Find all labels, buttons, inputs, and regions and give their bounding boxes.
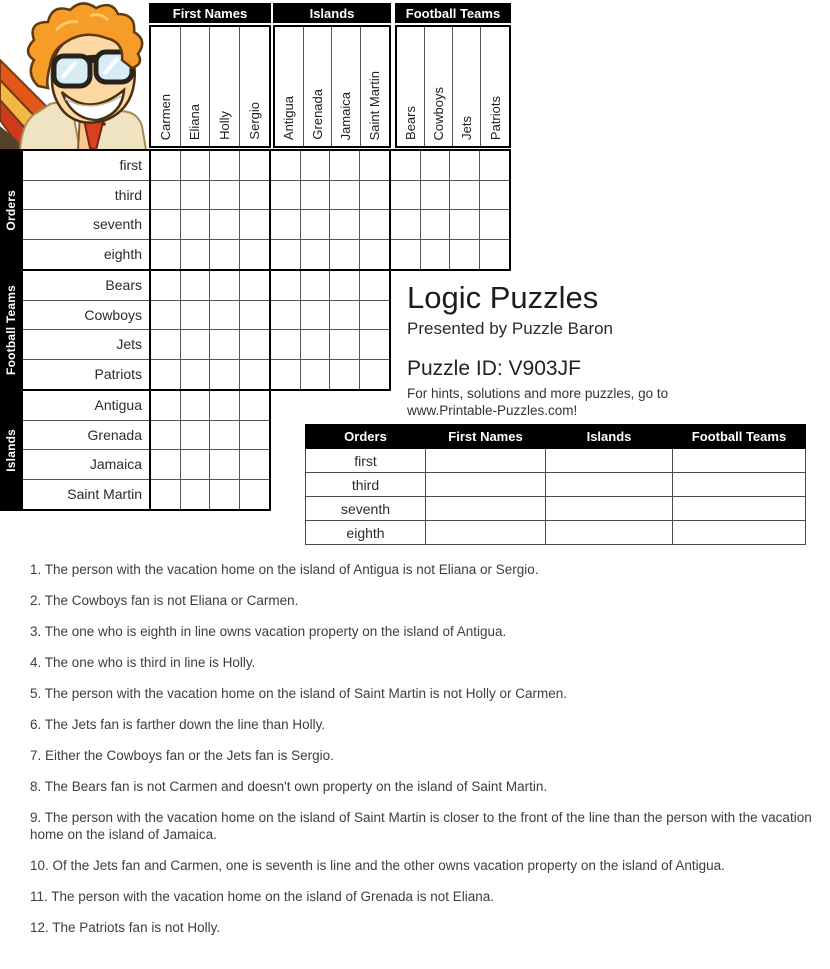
grid-cell[interactable] [391,151,421,181]
grid-cell[interactable] [330,151,360,181]
grid-cell[interactable] [210,421,240,451]
puzzle-id: Puzzle ID: V903JF [407,356,581,380]
clue-4: 4. The one who is third in line is Holly. [30,655,256,670]
grid-cell[interactable] [301,301,331,331]
grid-cell[interactable] [480,210,510,240]
grid-cell[interactable] [210,151,240,181]
grid-cell[interactable] [330,240,360,270]
answer-order-label: seventh [306,497,426,521]
grid-cell[interactable] [330,271,360,301]
grid-cell[interactable] [480,181,510,211]
website-url: www.Printable-Puzzles.com! [407,402,578,418]
grid-cell[interactable] [151,391,181,421]
grid-cell[interactable] [240,271,270,301]
grid-cell[interactable] [210,210,240,240]
answer-row [306,497,806,521]
answer-header-orders: Orders [306,425,426,449]
answer-cell[interactable] [426,449,546,473]
clue-list [30,562,812,951]
grid-cell[interactable] [271,271,301,301]
grid-cell[interactable] [210,271,240,301]
grid-cell[interactable] [181,210,211,240]
clue-7: 7. Either the Cowboys fan or the Jets fan is Sergio. [30,748,334,763]
grid-cell[interactable] [330,181,360,211]
grid-cell[interactable] [360,181,390,211]
grid-cell[interactable] [151,240,181,270]
row-label: Jets [23,330,149,360]
grid-cell[interactable] [240,391,270,421]
row-label: Jamaica [23,450,149,480]
grid-cell[interactable] [151,301,181,331]
grid-cell[interactable] [271,151,301,181]
grid-cell[interactable] [330,301,360,331]
rowgroup-label-football-teams: Football Teams [4,285,18,375]
grid-cell[interactable] [391,240,421,270]
grid-cell[interactable] [301,151,331,181]
grid-cell[interactable] [301,210,331,240]
column-labels-football-teams [395,25,511,148]
grid-cell[interactable] [271,210,301,240]
grid-cell[interactable] [240,421,270,451]
grid-cell[interactable] [301,181,331,211]
row-labels-football-teams [21,269,151,391]
answer-cell[interactable] [673,473,806,497]
clue-10: 10. Of the Jets fan and Carmen, one is seventh is line and the other owns vacation property on the island of Antigua. [30,857,725,873]
answer-cell[interactable] [426,521,546,545]
grid-cell[interactable] [301,330,331,360]
grid-cell[interactable] [181,240,211,270]
column-label: Bears [397,27,425,146]
grid-cell[interactable] [151,181,181,211]
grid-cell[interactable] [210,330,240,360]
answer-cell[interactable] [546,521,673,545]
column-label: Patriots [487,95,503,140]
answer-header-islands: Islands [546,425,673,449]
clue-2: 2. The Cowboys fan is not Eliana or Carmen. [30,593,299,608]
column-label: Antigua [275,27,304,146]
answer-cell[interactable] [546,473,673,497]
answer-order-label: third [306,473,426,497]
clue-3: 3. The one who is eighth in line owns vacation property on the island of Antigua. [30,624,507,639]
clue-1: 1. The person with the vacation home on the island of Antigua is not Eliana or Sergio. [30,562,539,577]
grid-cell[interactable] [360,151,390,181]
grid-cell[interactable] [360,301,390,331]
answer-cell[interactable] [673,449,806,473]
clue-5: 5. The person with the vacation home on the island of Saint Martin is not Holly or Carmen. [30,686,568,701]
answer-cell[interactable] [546,449,673,473]
grid-cell[interactable] [181,271,211,301]
rowgroup-label-orders: Orders [4,189,18,231]
answer-row [306,449,806,473]
grid-cell[interactable] [181,151,211,181]
answer-header-football-teams: Football Teams [673,425,806,449]
grid-cell[interactable] [271,240,301,270]
column-labels-islands [273,25,391,148]
grid-cell[interactable] [360,330,390,360]
column-labels-first-names [149,25,271,148]
colgroup-header-football-teams: Football Teams [395,3,511,23]
grid-cell[interactable] [151,271,181,301]
grid-cell[interactable] [240,151,270,181]
grid-cell[interactable] [210,181,240,211]
grid-cell[interactable] [240,181,270,211]
column-label: Grenada [304,27,333,146]
column-label: Cowboys [425,27,453,146]
grid-cell[interactable] [181,330,211,360]
grid-cell[interactable] [450,151,480,181]
grid-block-teams-names [149,269,271,391]
answer-row [306,521,806,545]
grid-cell[interactable] [301,240,331,270]
row-label: Cowboys [23,301,149,331]
colgroup-header-first-names: First Names [149,3,271,23]
grid-block-orders-names [149,149,271,271]
grid-block-orders-islands [269,149,391,271]
row-label: Antigua [23,391,149,421]
grid-cell[interactable] [360,240,390,270]
row-labels-orders [21,149,151,271]
grid-cell[interactable] [181,450,211,480]
grid-block-islands-names [149,389,271,511]
answer-header-first-names: First Names [426,425,546,449]
grid-cell[interactable] [151,450,181,480]
row-labels-islands [21,389,151,511]
column-label: Jets [453,27,481,146]
grid-cell[interactable] [450,240,480,270]
answer-cell[interactable] [546,497,673,521]
grid-cell[interactable] [330,210,360,240]
grid-cell[interactable] [210,391,240,421]
grid-cell[interactable] [181,301,211,331]
grid-cell[interactable] [240,450,270,480]
answer-cell[interactable] [426,473,546,497]
grid-cell[interactable] [421,181,451,211]
colgroup-header-islands: Islands [273,3,391,23]
row-label: eighth [103,246,142,263]
grid-cell[interactable] [360,360,390,390]
grid-cell[interactable] [151,330,181,360]
grid-cell[interactable] [151,480,181,510]
grid-cell[interactable] [480,151,510,181]
clue-12: 12. The Patriots fan is not Holly. [30,919,221,935]
grid-block-orders-teams [389,149,511,271]
row-label: Grenada [23,421,149,451]
column-label: Carmen [151,27,181,146]
grid-cell[interactable] [391,210,421,240]
grid-cell[interactable] [360,271,390,301]
grid-cell[interactable] [301,271,331,301]
grid-cell[interactable] [181,480,211,510]
grid-cell[interactable] [330,330,360,360]
row-label: Patriots [94,366,142,383]
grid-cell[interactable] [181,181,211,211]
rowgroup-label-islands: Islands [4,428,18,472]
row-label: third [23,181,149,211]
grid-cell[interactable] [151,210,181,240]
grid-cell[interactable] [421,151,451,181]
grid-cell[interactable] [151,360,181,390]
grid-cell[interactable] [360,210,390,240]
grid-cell[interactable] [210,301,240,331]
page-title: Logic Puzzles [407,280,599,315]
answer-row [306,473,806,497]
grid-block-teams-islands [269,269,391,391]
puzzle-baron-mascot-icon [0,0,148,150]
grid-cell[interactable] [151,421,181,451]
grid-cell[interactable] [240,240,270,270]
column-label: Saint Martin [367,70,383,140]
column-label: Sergio [246,102,262,140]
grid-cell[interactable] [181,360,211,390]
grid-cell[interactable] [240,360,270,390]
clue-6: 6. The Jets fan is farther down the line than Holly. [30,717,326,732]
clue-8: 8. The Bears fan is not Carmen and doesn't own property on the island of Saint Martin. [30,779,548,794]
clue-9: 9. The person with the vacation home on the island of Saint Martin is closer to the front of the line than the person with the vacation home on the island of Jamaica. [30,810,812,842]
grid-cell[interactable] [301,360,331,390]
column-label: Holly [210,27,240,146]
grid-cell[interactable] [240,301,270,331]
grid-cell[interactable] [210,360,240,390]
grid-cell[interactable] [151,151,181,181]
row-label: seventh [23,210,149,240]
grid-cell[interactable] [480,240,510,270]
subtitle: Presented by Puzzle Baron [407,318,614,338]
grid-cell[interactable] [210,480,240,510]
grid-cell[interactable] [210,240,240,270]
grid-cell[interactable] [330,360,360,390]
grid-cell[interactable] [421,240,451,270]
grid-cell[interactable] [240,480,270,510]
grid-cell[interactable] [210,450,240,480]
grid-cell[interactable] [271,181,301,211]
clue-11: 11. The person with the vacation home on the island of Grenada is not Eliana. [30,888,495,904]
title-block [407,282,807,419]
answer-cell[interactable] [673,521,806,545]
answer-order-label: eighth [306,521,426,545]
grid-cell[interactable] [240,210,270,240]
grid-cell[interactable] [181,421,211,451]
column-label: Jamaica [332,27,361,146]
grid-cell[interactable] [391,181,421,211]
answer-cell[interactable] [426,497,546,521]
grid-cell[interactable] [421,210,451,240]
column-label: Eliana [181,27,211,146]
answer-order-label: first [306,449,426,473]
grid-cell[interactable] [450,210,480,240]
grid-cell[interactable] [181,391,211,421]
row-label: Bears [23,271,149,301]
grid-cell[interactable] [271,301,301,331]
row-label: Saint Martin [67,486,142,503]
hint-text: For hints, solutions and more puzzles, go to www.Printable-Puzzles.com! [407,385,807,419]
row-label: first [23,151,149,181]
grid-cell[interactable] [450,181,480,211]
grid-cell[interactable] [240,330,270,360]
answer-cell[interactable] [673,497,806,521]
answer-table [305,424,806,545]
grid-cell[interactable] [271,360,301,390]
grid-cell[interactable] [271,330,301,360]
